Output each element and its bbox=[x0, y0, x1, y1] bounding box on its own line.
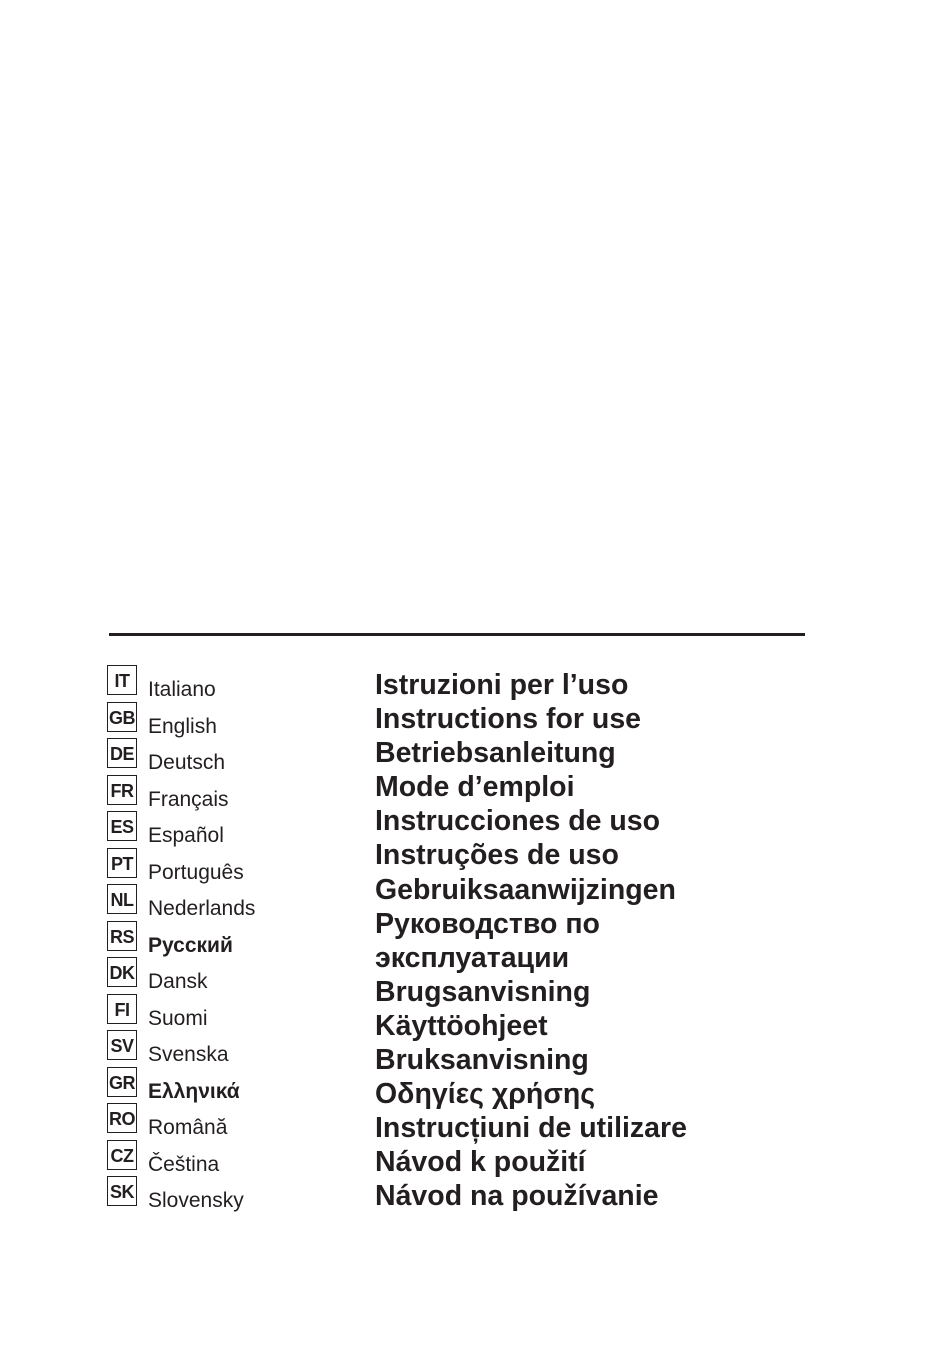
language-name: Dansk bbox=[148, 970, 208, 993]
language-name: Suomi bbox=[148, 1006, 208, 1030]
language-row bbox=[107, 921, 357, 958]
language-code-box: FR bbox=[107, 775, 137, 805]
language-row bbox=[107, 1176, 357, 1213]
language-name: Nederlands bbox=[148, 897, 256, 920]
language-name: English bbox=[148, 714, 217, 738]
instructions-title-line: Návod k použití bbox=[375, 1146, 586, 1179]
language-code-box: DE bbox=[107, 738, 137, 768]
language-code-box: FI bbox=[107, 994, 137, 1024]
language-list bbox=[107, 665, 357, 1213]
language-code-box: NL bbox=[107, 884, 137, 914]
language-code-box: SK bbox=[107, 1176, 137, 1206]
instructions-title-line: Gebruiksaanwijzingen bbox=[375, 873, 676, 906]
instructions-title-line: эксплуатации bbox=[375, 941, 570, 974]
instructions-title-line: Bruksanvisning bbox=[375, 1044, 589, 1077]
language-code-box: GB bbox=[107, 702, 137, 732]
language-name: Slovensky bbox=[148, 1189, 244, 1212]
language-row bbox=[107, 775, 357, 812]
language-row bbox=[107, 1140, 357, 1177]
language-name: Svenska bbox=[148, 1043, 229, 1066]
language-row bbox=[107, 665, 357, 702]
instructions-title-line: Istruzioni per l’uso bbox=[375, 669, 629, 701]
instructions-title-line: Instrucciones de uso bbox=[375, 805, 661, 838]
horizontal-divider bbox=[109, 633, 805, 636]
language-code-box: RS bbox=[107, 921, 137, 951]
instructions-title-line: Руководство по bbox=[375, 907, 600, 940]
language-name: Русский bbox=[148, 933, 233, 957]
language-row bbox=[107, 1067, 357, 1104]
language-code-box: ES bbox=[107, 811, 137, 841]
language-row bbox=[107, 1103, 357, 1140]
language-code-box: PT bbox=[107, 848, 137, 878]
language-name: Español bbox=[148, 824, 224, 847]
language-name: Română bbox=[148, 1116, 228, 1139]
language-name: Português bbox=[148, 860, 244, 884]
instructions-title-line: Betriebsanleitung bbox=[375, 737, 616, 770]
language-code-box: DK bbox=[107, 957, 137, 987]
language-code-box: CZ bbox=[107, 1140, 137, 1170]
language-name: Ελληνικά bbox=[148, 1079, 240, 1103]
instructions-title-line: Návod na používanie bbox=[375, 1180, 659, 1213]
instructions-title-line: Instructions for use bbox=[375, 703, 642, 736]
language-code-box: RO bbox=[107, 1103, 137, 1133]
language-row bbox=[107, 738, 357, 775]
language-name: Italiano bbox=[148, 678, 216, 701]
instructions-title-line: Mode d’emploi bbox=[375, 771, 575, 804]
instructions-title-line: Käyttöohjeet bbox=[375, 1009, 548, 1042]
language-row bbox=[107, 848, 357, 885]
language-row bbox=[107, 884, 357, 921]
language-code-box: GR bbox=[107, 1067, 137, 1097]
language-row bbox=[107, 957, 357, 994]
instructions-title-line: Οδηγίες χρήσης bbox=[375, 1078, 596, 1111]
language-code-box: SV bbox=[107, 1030, 137, 1060]
instructions-title-list bbox=[375, 668, 835, 1214]
instructions-title-line: Instruções de uso bbox=[375, 839, 619, 872]
language-row bbox=[107, 994, 357, 1031]
language-name: Deutsch bbox=[148, 751, 226, 774]
language-name: Čeština bbox=[148, 1152, 220, 1176]
instructions-title-line: Brugsanvisning bbox=[375, 975, 591, 1008]
language-row bbox=[107, 702, 357, 739]
language-row bbox=[107, 811, 357, 848]
instructions-title-line: Instrucțiuni de utilizare bbox=[375, 1112, 687, 1145]
language-name: Français bbox=[148, 787, 229, 811]
language-code-box: IT bbox=[107, 665, 137, 695]
language-row bbox=[107, 1030, 357, 1067]
